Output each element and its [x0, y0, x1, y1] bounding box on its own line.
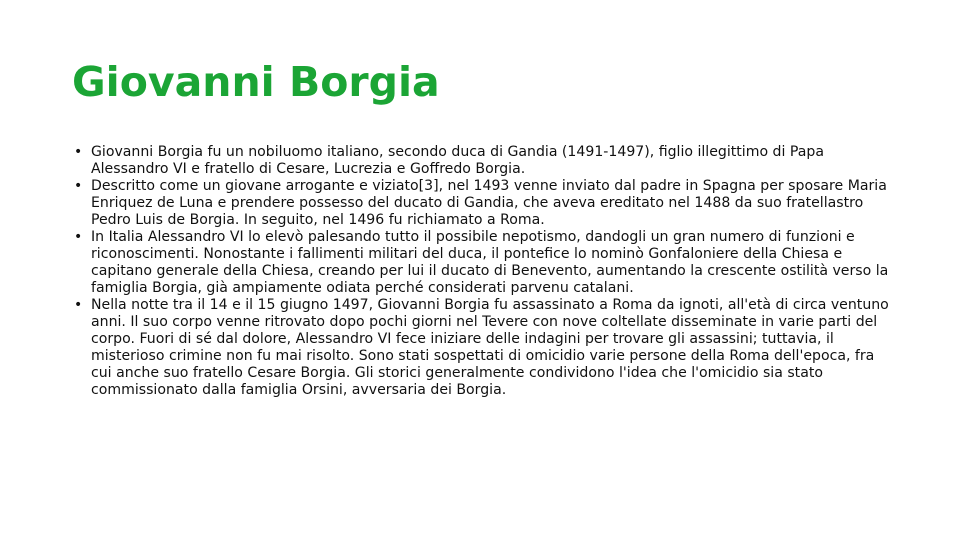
- bullet-dot-icon: •: [74, 297, 83, 313]
- bullet-text: Giovanni Borgia fu un nobiluomo italiano, secondo duca di Gandia (1491-1497), figlio illegittimo di Papa Alessandro VI e fratello di Cesare, Lucrezia e Goffredo Borgia.: [91, 144, 824, 177]
- bullet-text: Nella notte tra il 14 e il 15 giugno 1497, Giovanni Borgia fu assassinato a Roma da ignoti, all'età di circa ventuno anni. Il suo corpo venne ritrovato dopo pochi giorni nel Tevere con nove coltellate disseminate in varie parti del corpo. Fuori di sé dal dolore, Alessandro VI fece iniziare delle indagini per trovare gli assassini; tuttavia, il misterioso crimine non fu mai risolto. Sono stati sospettati di omicidio varie persone della Roma dell'epoca, fra cui anche suo fratello Cesare Borgia. Gli storici generalmente condividono l'idea che l'omicidio sia stato commissionato dalla famiglia Orsini, avversaria dei Borgia.: [91, 297, 889, 398]
- bullet-item: [74, 229, 892, 297]
- bullet-list: [74, 144, 892, 399]
- bullet-dot-icon: •: [74, 144, 83, 160]
- bullet-text: In Italia Alessandro VI lo elevò palesando tutto il possibile nepotismo, dandogli un gran numero di funzioni e riconoscimenti. Nonostante i fallimenti militari del duca, il pontefice lo nominò Gonfaloniere della Chiesa e capitano generale della Chiesa, creando per lui il ducato di Benevento, aumentando la crescente ostilità verso la famiglia Borgia, già ampiamente odiata perché considerati parvenu catalani.: [91, 229, 889, 296]
- bullet-text: Descritto come un giovane arrogante e viziato[3], nel 1493 venne inviato dal padre in Spagna per sposare Maria Enriquez de Luna e prendere possesso del ducato di Gandia, che aveva ereditato nel 1488 da suo fratellastro Pedro Luis de Borgia. In seguito, nel 1496 fu richiamato a Roma.: [91, 178, 887, 228]
- bullet-dot-icon: •: [74, 229, 83, 245]
- bullet-item: [74, 144, 892, 178]
- bullet-item: [74, 297, 892, 399]
- bullet-dot-icon: •: [74, 178, 83, 194]
- slide-title: Giovanni Borgia: [72, 58, 440, 106]
- bullet-item: [74, 178, 892, 229]
